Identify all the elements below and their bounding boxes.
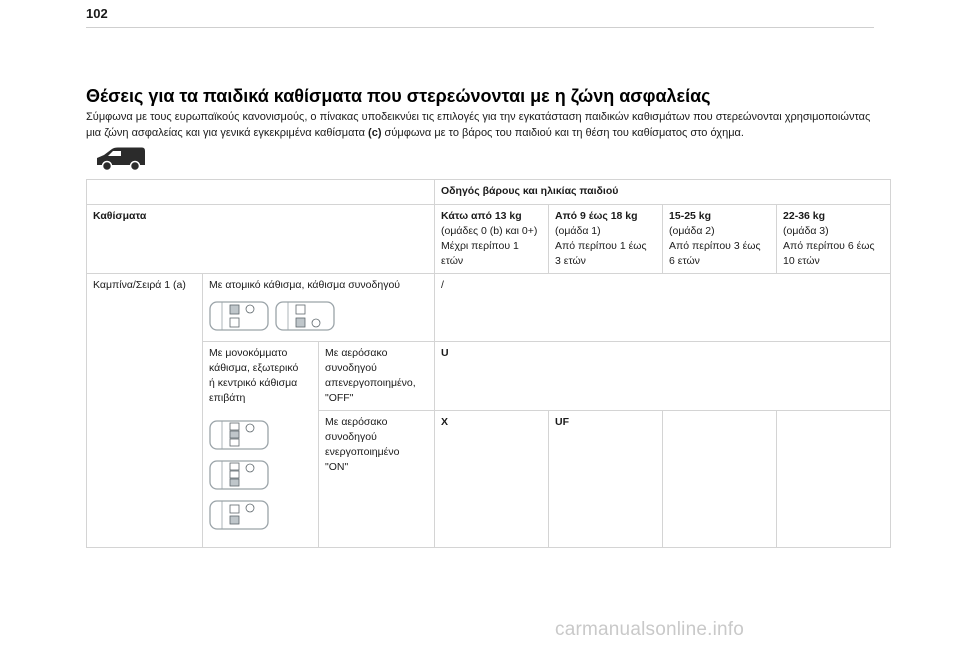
row2-off-label (319, 342, 435, 411)
column-header-2 (663, 205, 777, 274)
off-line: Με αερόσακο (325, 347, 388, 359)
intro-text-2: σύμφωνα με το βάρος του παιδιού και τη θέση του καθίσματος στο όχημα. (381, 127, 744, 139)
column-line: Από περίπου 1 έως (555, 240, 647, 252)
intro-bold-c: (c) (368, 127, 382, 139)
top-divider (86, 27, 874, 28)
car-seat-diagram (209, 500, 269, 530)
column-line: ετών (441, 255, 464, 267)
car-seat-diagram (209, 301, 269, 331)
page-number: 102 (86, 6, 108, 21)
on-line: ενεργοποιημένο (325, 446, 400, 458)
off-line: "OFF" (325, 392, 354, 404)
row1-diagrams (209, 301, 428, 331)
car-seat-diagram (209, 460, 269, 490)
row-location: Καμπίνα/Σειρά 1 (a) (87, 274, 203, 548)
column-line: (ομάδες 0 (b) και 0+) (441, 225, 538, 237)
row2-on-value-2: UF (549, 411, 663, 548)
column-header-3 (777, 205, 891, 274)
intro-text-1: Σύμφωνα με τους ευρωπαϊκούς κανονισμούς, ο πίνακας υποδεικνύει τις επιλογές για την εγκατάσταση παιδικών καθισμάτων που στερεώνονται χρησιμοποιώντας μια ζώνη ασφαλείας και για γενικά εγκεκριμένα καθίσματα (86, 111, 871, 139)
column-line: (ομάδα 3) (783, 225, 829, 237)
car-seat-diagram (275, 301, 335, 331)
on-line: "ON" (325, 461, 349, 473)
column-header-0 (435, 205, 549, 274)
row2-label-line: κάθισμα, εξωτερικό (209, 362, 299, 374)
row2-on-value-4 (777, 411, 891, 548)
column-line: 10 ετών (783, 255, 820, 267)
row2-off-value: U (435, 342, 891, 411)
row2-on-label (319, 411, 435, 548)
column-line: Από περίπου 6 έως (783, 240, 875, 252)
column-line: 3 ετών (555, 255, 586, 267)
column-header-1 (549, 205, 663, 274)
page-title: Θέσεις για τα παιδικά καθίσματα που στερεώνονται με η ζώνη ασφαλείας (86, 86, 711, 106)
car-seat-diagram (209, 420, 269, 450)
column-title: Από 9 έως 18 kg (555, 210, 638, 222)
off-line: συνοδηγού (325, 362, 377, 374)
row2-label-line: ή κεντρικό κάθισμα (209, 377, 298, 389)
group-header: Οδηγός βάρους και ηλικίας παιδιού (435, 180, 891, 205)
on-line: Με αερόσακο (325, 416, 388, 428)
row1-label: Με ατομικό κάθισμα, κάθισμα συνοδηγού (209, 279, 401, 291)
table-corner-cell (87, 180, 435, 205)
row2-label-line: Με μονοκόμματο (209, 347, 288, 359)
watermark: carmanualsonline.info (555, 619, 745, 640)
row2-diagrams (209, 420, 312, 530)
column-line: (ομάδα 2) (669, 225, 715, 237)
column-title: 22-36 kg (783, 210, 826, 222)
seats-header: Καθίσματα (87, 205, 435, 274)
row1-value: / (435, 274, 891, 342)
column-line: Μέχρι περίπου 1 (441, 240, 519, 252)
row2-on-value-1: X (435, 411, 549, 548)
column-title: Κάτω από 13 kg (441, 210, 522, 222)
row2-label-cell (203, 342, 319, 548)
row2-on-value-3 (663, 411, 777, 548)
van-icon (94, 145, 148, 173)
child-seat-table (86, 179, 891, 548)
row1-label-cell (203, 274, 435, 342)
column-line: 6 ετών (669, 255, 700, 267)
row2-label-line: επιβάτη (209, 392, 246, 404)
column-title: 15-25 kg (669, 210, 712, 222)
on-line: συνοδηγού (325, 431, 377, 443)
off-line: απενεργοποιημένο, (325, 377, 416, 389)
column-line: (ομάδα 1) (555, 225, 601, 237)
column-line: Από περίπου 3 έως (669, 240, 761, 252)
intro-paragraph (86, 109, 886, 141)
